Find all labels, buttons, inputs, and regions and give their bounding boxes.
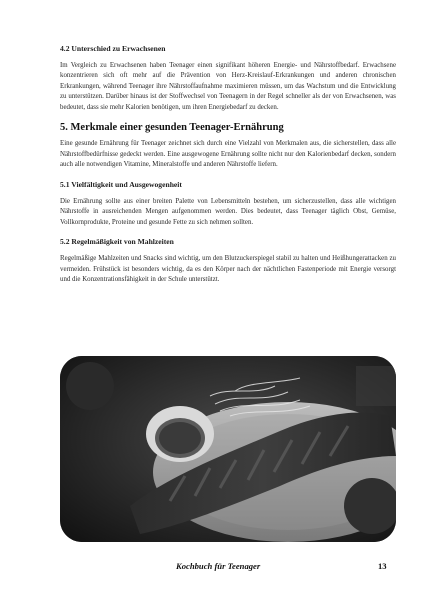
section-4-2-heading: 4.2 Unterschied zu Erwachsenen [60,44,166,53]
grilled-meat-photo-illustration [60,356,396,542]
section-5-1-heading: 5.1 Vielfältigkeit und Ausgewogenheit [60,179,182,189]
chapter-5-heading: 5. Merkmale einer gesunden Teenager-Ernährung [60,122,284,134]
footer-book-title: Kochbuch für Teenager [176,561,261,571]
section-5-1-paragraph: Die Ernährung sollte aus einer breiten Palette von Lebensmitteln bestehen, um sicherzustellen, dass alle wichtigen Nährstoffe in ausreichenden Mengen aufgenommen werden. Dies bedeutet, dass Teenager täglich Obst, Gemüse, Vollkornprodukte, Proteine und gesunde Fette zu sich nehmen sollten. [60,197,396,226]
food-photo [60,356,396,542]
chapter-5-paragraph: Eine gesunde Ernährung für Teenager zeichnet sich durch eine Vielzahl von Merkmalen aus, die sicherstellen, dass alle Nährstoffbedürfnisse gedeckt werden. Eine ausgewogene Ernährung sollte nicht nur den Kalorienbedarf decken, sondern auch alle notwendigen Vitamine, Mineralstoffe und anderen Nährstoffe liefern. [60,140,396,169]
section-5-2-paragraph: Regelmäßige Mahlzeiten und Snacks sind wichtig, um den Blutzuckerspiegel stabil zu halten und Heißhungerattacken zu vermeiden. Frühstück ist besonders wichtig, da es den Körper nach der nächtlichen Fastenperiode mit Energie versorgt und die Konzentrationsfähigkeit in der Schule unterstützt. [60,255,396,284]
section-5-2-heading: 5.2 Regelmäßigkeit von Mahlzeiten [60,237,174,247]
page-number: 13 [378,561,387,571]
text-column [60,44,396,295]
section-4-2-paragraph: Im Vergleich zu Erwachsenen haben Teenager einen signifikant höheren Energie- und Nährstoffbedarf. Erwachsene konzentrieren sich oft mehr auf die Prävention von Herz-Kreislauf-Erkrankungen und anderen chronischen Erkrankungen, während Teenager ihre Nährstoffaufnahme maximieren müssen, um das Wachstum und die Entwicklung zu unterstützen. Darüber hinaus ist der Stoffwechsel von Teenagern in der Regel schneller als der von Erwachsenen, was bedeutet, dass sie mehr Kalorien benötigen, um ihren Energiebedarf zu decken. [60,62,396,111]
